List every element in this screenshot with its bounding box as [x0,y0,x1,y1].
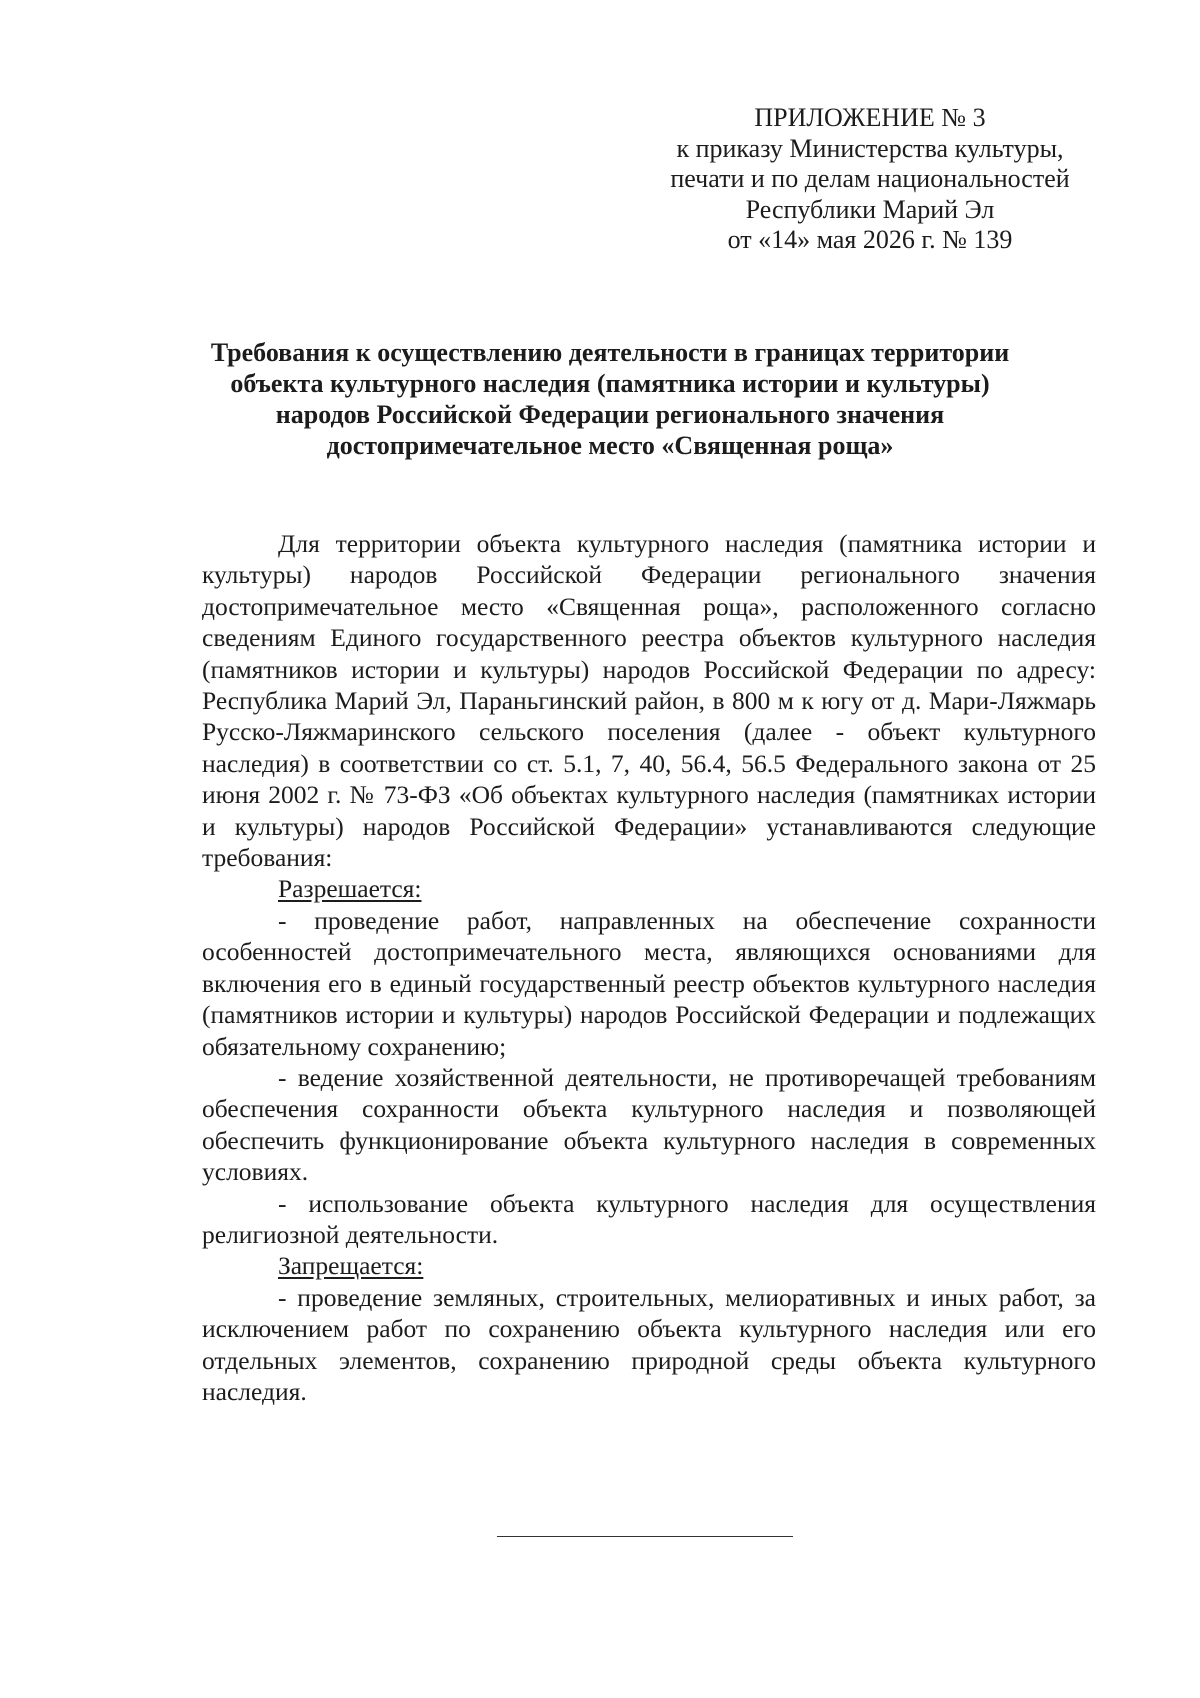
allowed-item: - ведение хозяйственной деятельности, не противоречащей требованиям обеспечения сохранности объекта культурного наследия и позволяющей обеспечить функционирование объекта культурного наследия в современных условиях. [202,1062,1096,1187]
appendix-header [620,103,1120,256]
appendix-number: ПРИЛОЖЕНИЕ № 3 [754,103,986,132]
allowed-item: - использование объекта культурного наследия для осуществления религиозной деятельности. [202,1188,1096,1249]
document-title [180,337,1040,461]
prohibited-section-heading [202,1250,1096,1281]
prohibited-label: Запрещается: [278,1251,424,1281]
allowed-label: Разрешается: [278,874,422,904]
appendix-ministry-line: печати и по делам национальностей [670,164,1070,193]
title-line: объекта культурного наследия (памятника истории и культуры) [230,369,990,398]
appendix-date-line: от «14» мая 2026 г. № 139 [727,225,1013,254]
prohibited-item: - проведение земляных, строительных, мелиоративных и иных работ, за исключением работ по сохранению объекта культурного наследия или его отдельных элементов, сохранению природной среды объекта культурного наследия. [202,1282,1096,1406]
document-body [202,528,1096,1407]
title-line: Требования к осуществлению деятельности в границах территории [210,338,1010,367]
intro-paragraph: Для территории объекта культурного наследия (памятника истории и культуры) народов Российской Федерации регионального значения достопримечательное место «Священная роща», расположенного согласно сведениям Единого государственного реестра объектов культурного наследия (памятников истории и культуры) народов Российской Федерации по адресу: Республика Марий Эл, Параньгинский район, в 800 м к югу от д. Мари-Ляжмарь Русско-Ляжмаринского сельского поселения (далее - объект культурного наследия) в соответствии со ст. 5.1, 7, 40, 56.4, 56.5 Федерального закона от 25 июня 2002 г. № 73-ФЗ «Об объектах культурного наследия (памятниках истории и культуры) народов Российской Федерации» устанавливаются следующие требования: [202,529,1096,873]
allowed-item: - проведение работ, направленных на обеспечение сохранности особенностей достопримечательного места, являющихся основаниями для включения его в единый государственный реестр объектов культурного наследия (памятников истории и культуры) народов Российской Федерации и подлежащих обязательному сохранению; [202,905,1096,1061]
appendix-order-line: к приказу Министерства культуры, [676,133,1064,163]
appendix-republic-line: Республики Марий Эл [745,194,995,224]
title-line: достопримечательное место «Священная роща» [326,431,894,460]
title-line: народов Российской Федерации регионального значения [275,400,945,429]
end-divider [497,1536,793,1537]
allowed-section-heading [202,873,1096,904]
